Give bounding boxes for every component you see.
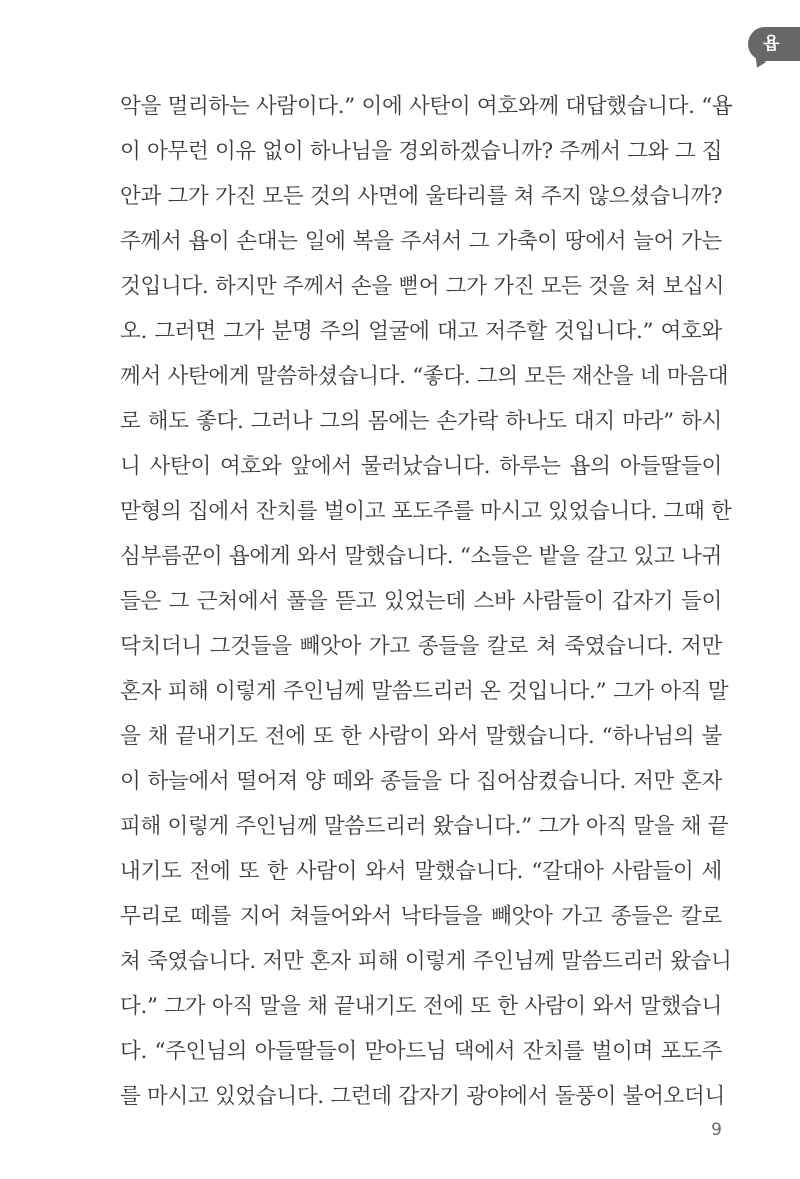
text-line: 를 마시고 있었습니다. 그런데 갑자기 광야에서 돌풍이 불어오더니: [120, 1084, 725, 1109]
text-line: 내기도 전에 또 한 사람이 와서 말했습니다. “갈대아 사람들이 세: [120, 859, 722, 884]
text-line: 오. 그러면 그가 분명 주의 얼굴에 대고 저주할 것입니다.” 여호와: [120, 319, 722, 344]
text-line: 피해 이렇게 주인님께 말씀드리러 왔습니다.” 그가 아직 말을 채 끝: [120, 814, 729, 839]
chapter-tab-label: 욥: [763, 34, 780, 54]
text-line: 께서 사탄에게 말씀하셨습니다. “좋다. 그의 모든 재산을 네 마음대: [120, 364, 729, 389]
text-line: 니 사탄이 여호와 앞에서 물러났습니다. 하루는 욥의 아들딸들이: [120, 454, 722, 479]
text-line: 맏형의 집에서 잔치를 벌이고 포도주를 마시고 있었습니다. 그때 한: [120, 499, 732, 524]
text-line: 것입니다. 하지만 주께서 손을 뻗어 그가 가진 모든 것을 쳐 보십시: [120, 274, 725, 299]
text-line: 을 채 끝내기도 전에 또 한 사람이 와서 말했습니다. “하나님의 불: [120, 724, 722, 749]
text-line: 들은 그 근처에서 풀을 뜯고 있었는데 스바 사람들이 갑자기 들이: [120, 589, 722, 614]
page-number: 9: [711, 1120, 722, 1140]
text-line: 심부름꾼이 욥에게 와서 말했습니다. “소들은 밭을 갈고 있고 나귀: [120, 544, 722, 569]
text-line: 다. “주인님의 아들딸들이 맏아드님 댁에서 잔치를 벌이며 포도주: [120, 1039, 722, 1064]
text-line: 이 아무런 이유 없이 하나님을 경외하겠습니까? 주께서 그와 그 집: [120, 139, 723, 164]
chapter-tab: [748, 27, 800, 61]
text-line: 무리로 떼를 지어 쳐들어와서 낙타들을 빼앗아 가고 종들은 칼로: [120, 904, 722, 929]
text-line: 쳐 죽였습니다. 저만 혼자 피해 이렇게 주인님께 말씀드리러 왔습니: [120, 949, 732, 974]
text-line: 이 하늘에서 떨어져 양 떼와 종들을 다 집어삼켰습니다. 저만 혼자: [120, 769, 722, 794]
text-line: 주께서 욥이 손대는 일에 복을 주셔서 그 가축이 땅에서 늘어 가는: [120, 229, 722, 254]
text-line: 혼자 피해 이렇게 주인님께 말씀드리러 온 것입니다.” 그가 아직 말: [120, 679, 729, 704]
text-line: 안과 그가 가진 모든 것의 사면에 울타리를 쳐 주지 않으셨습니까?: [120, 184, 723, 209]
text-line: 악을 멀리하는 사람이다.” 이에 사탄이 여호와께 대답했습니다. “욥: [120, 94, 733, 119]
body-text: [120, 84, 733, 1119]
text-line: 로 해도 좋다. 그러나 그의 몸에는 손가락 하나도 대지 마라” 하시: [120, 409, 722, 434]
text-line: 다.” 그가 아직 말을 채 끝내기도 전에 또 한 사람이 와서 말했습니: [120, 994, 722, 1019]
text-line: 닥치더니 그것들을 빼앗아 가고 종들을 칼로 쳐 죽였습니다. 저만: [120, 634, 722, 659]
